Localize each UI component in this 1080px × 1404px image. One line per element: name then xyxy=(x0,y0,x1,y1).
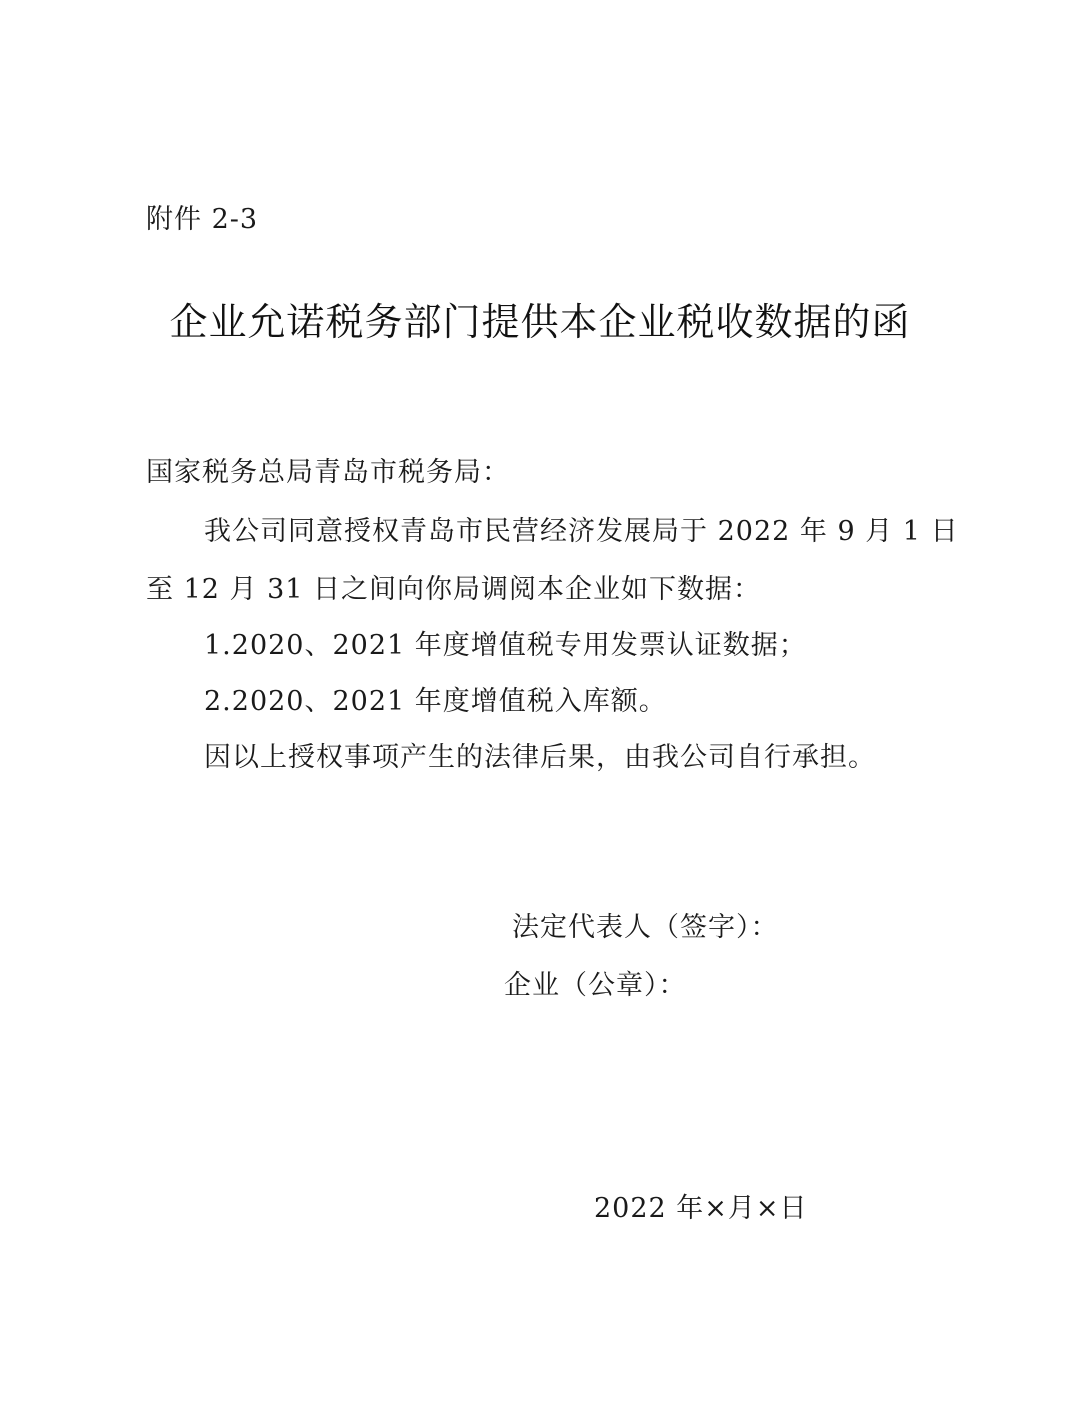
date-line: 2022 年×月×日 xyxy=(594,1193,808,1224)
legal-representative-signature-line: 法定代表人（签字）： xyxy=(512,912,779,943)
attachment-label: 附件 2-3 xyxy=(146,204,259,235)
body-paragraph-2: 因以上授权事项产生的法律后果，由我公司自行承担。 xyxy=(204,742,876,773)
list-item-1: 1.2020、2021 年度增值税专用发票认证数据； xyxy=(204,630,807,661)
recipient-line: 国家税务总局青岛市税务局： xyxy=(146,457,510,488)
list-item-2: 2.2020、2021 年度增值税入库额。 xyxy=(204,686,667,717)
body-paragraph-1-line-2: 至 12 月 31 日之间向你局调阅本企业如下数据： xyxy=(146,574,762,605)
company-seal-line: 企业（公章）： xyxy=(504,970,687,1001)
document-title: 企业允诺税务部门提供本企业税收数据的函 xyxy=(169,300,911,344)
body-paragraph-1-line-1: 我公司同意授权青岛市民营经济发展局于 2022 年 9 月 1 日 xyxy=(204,516,959,547)
